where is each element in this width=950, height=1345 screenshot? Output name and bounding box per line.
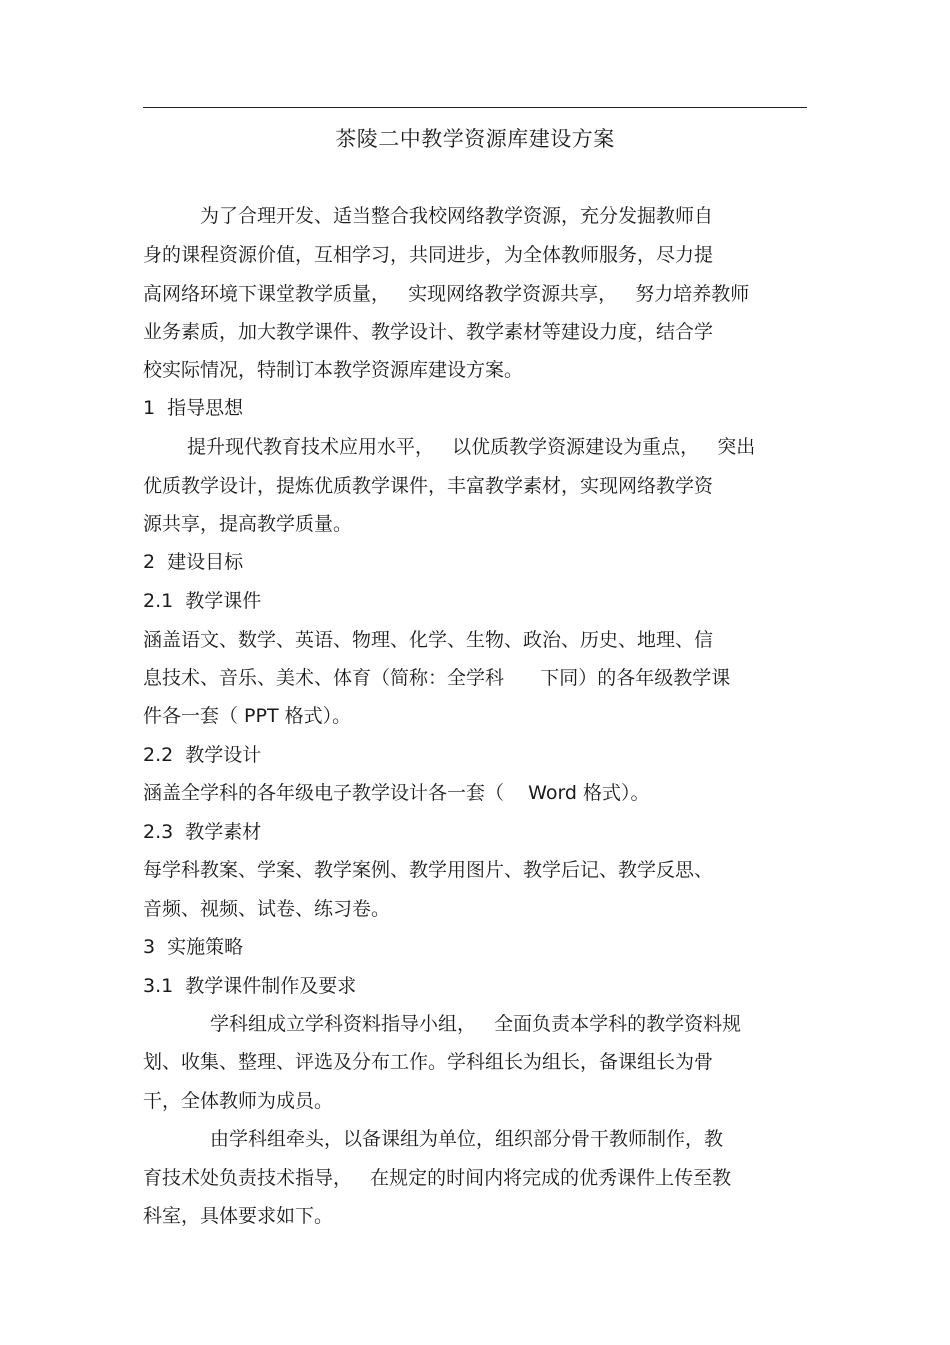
header-rule	[143, 107, 807, 108]
s31-p1-line-1: 学科组成立学科资料指导小组， 全面负责本学科的教学资料规	[210, 1013, 742, 1035]
s21-line-2: 息技术、音乐、美术、体育（简称：全学科 下同）的各年级教学课	[143, 667, 731, 689]
section-2-3-heading: 2.3 教学素材	[143, 821, 262, 843]
intro-line-2: 身的课程资源价值，互相学习，共同进步，为全体教师服务，尽力提	[143, 244, 714, 266]
s23-line-1: 每学科教案、学案、教学案例、教学用图片、教学后记、教学反思、	[143, 859, 714, 881]
s1-line-2: 优质教学设计，提炼优质教学课件，丰富教学素材，实现网络教学资	[143, 475, 714, 497]
s31-p1-line-2: 划、收集、整理、评选及分布工作。学科组长为组长，备课组长为骨	[143, 1051, 714, 1073]
s31-p2-line-2: 育技术处负责技术指导， 在规定的时间内将完成的优秀课件上传至教	[143, 1167, 732, 1189]
intro-line-3: 高网络环境下课堂教学质量， 实现网络教学资源共享， 努力培养教师	[143, 283, 750, 305]
s31-p1-line-3: 干，全体教师为成员。	[143, 1090, 334, 1112]
s21-line-1: 涵盖语文、数学、英语、物理、化学、生物、政治、历史、地理、信	[143, 629, 714, 651]
section-1-heading: 1 指导思想	[143, 397, 244, 419]
s23-line-2: 音频、视频、试卷、练习卷。	[143, 898, 391, 920]
s31-p2-line-1: 由学科组牵头，以备课组为单位，组织部分骨干教师制作，教	[210, 1128, 724, 1150]
s31-p2-line-3: 科室，具体要求如下。	[143, 1205, 334, 1227]
intro-line-5: 校实际情况，特制订本教学资源库建设方案。	[143, 359, 524, 381]
s21-line-3: 件各一套（ PPT 格式）。	[143, 705, 352, 727]
s1-line-1: 提升现代教育技术应用水平， 以优质教学资源建设为重点， 突出	[187, 436, 756, 458]
s22-line-1: 涵盖全学科的各年级电子教学设计各一套（ Word 格式）。	[143, 782, 650, 804]
intro-line-4: 业务素质，加大教学课件、教学设计、教学素材等建设力度，结合学	[143, 321, 714, 343]
section-2-1-heading: 2.1 教学课件	[143, 590, 262, 612]
section-3-heading: 3 实施策略	[143, 936, 244, 958]
s1-line-3: 源共享，提高教学质量。	[143, 513, 353, 535]
document-title: 茶陵二中教学资源库建设方案	[335, 127, 615, 151]
section-2-2-heading: 2.2 教学设计	[143, 744, 262, 766]
intro-line-1: 为了合理开发、适当整合我校网络教学资源，充分发掘教师自	[200, 205, 714, 227]
section-3-1-heading: 3.1 教学课件制作及要求	[143, 975, 357, 997]
section-2-heading: 2 建设目标	[143, 551, 244, 573]
